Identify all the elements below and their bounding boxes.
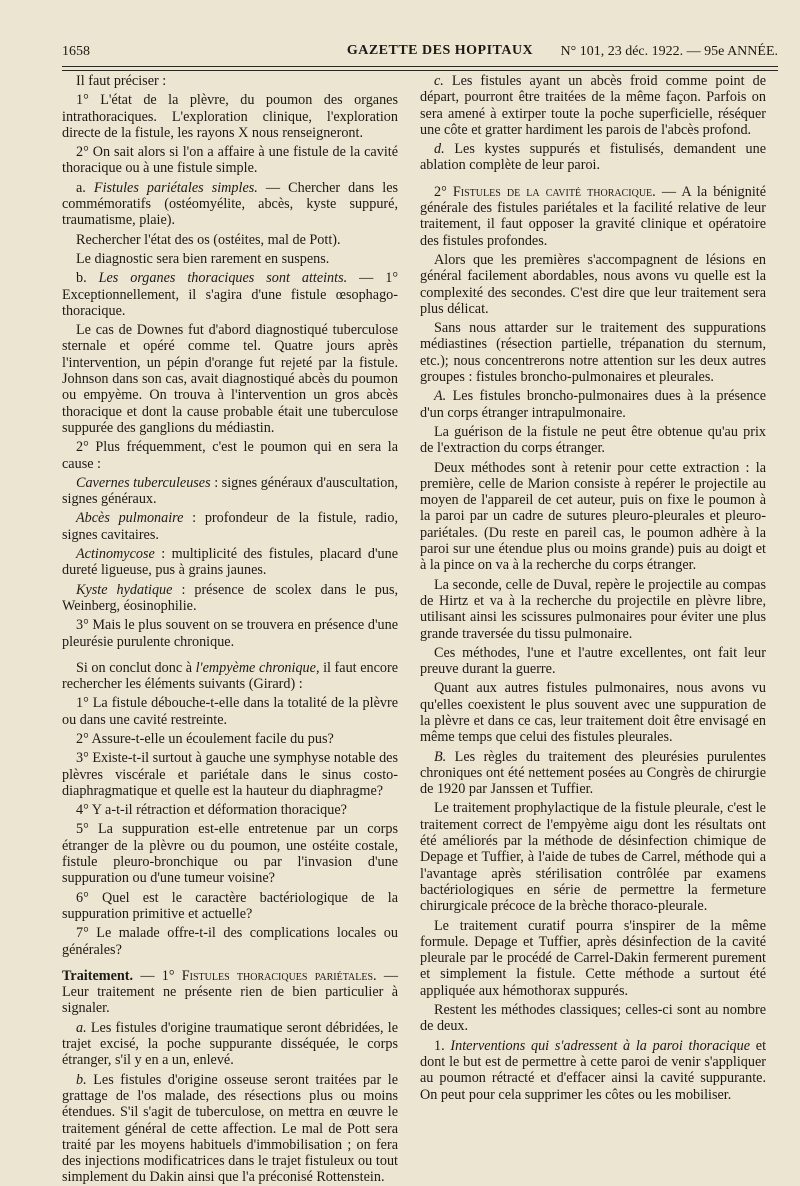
paragraph: 6° Quel est le caractère bactériologique de la suppuration primitive et actuelle? <box>62 889 398 922</box>
paragraph-text: : signes généraux d'auscultation, signes généraux. <box>62 474 398 508</box>
paragraph-text: : profondeur de la fistule, radio, signes cavitaires. <box>62 510 398 543</box>
paragraph-text: — Leur traitement ne présente rien de bien particulier à signaler. <box>62 967 399 1017</box>
paragraph-text: , il faut encore rechercher les éléments suivants (Girard) : <box>62 659 399 693</box>
paragraph <box>62 1072 398 1186</box>
paragraph: La guérison de la fistule ne peut être obtenue qu'au prix de l'extraction du corps étranger. <box>420 423 766 457</box>
term: l'empyème chronique <box>195 659 316 676</box>
paragraph-text: — A la bénignité générale des fistules pariétales et la facilité relative de leur traitement, il faut opposer la gravité clinique et opératoire des fistules profondes. <box>420 183 767 249</box>
paragraph-text: Si on conclut donc à <box>76 659 193 676</box>
page-header <box>62 40 778 64</box>
journal-title: GAZETTE DES HOPITAUX <box>346 43 534 58</box>
paragraph <box>420 1038 766 1103</box>
paragraph-text: Les fistules broncho-pulmonaires dues à la présence d'un corps étranger intrapulmonaire. <box>420 388 767 421</box>
paragraph-text: et dont le but est de permettre à cette paroi de venir s'appliquer au poumon rétracté et d'effacer ainsi la cavité suppurante. On peut pour cela supprimer les côtes ou les mobiliser. <box>420 1037 767 1103</box>
paragraph: La seconde, celle de Duval, repère le projectile au compas de Hirtz et va à la recherche du projectile en plèvre libre, utilisant ainsi les scissures pulmonaires pour éviter une plus grande traversée du tissu pulmonaire. <box>420 576 766 642</box>
paragraph <box>62 660 398 693</box>
paragraph: Sans nous attarder sur le traitement des suppurations médiastines (résection partielle, trépanation du sternum, etc.); nous concentrerons notre attention sur les deux autres groupes : fistules broncho-pulmonaires et pleurales. <box>420 320 766 386</box>
item-label: a. <box>76 179 86 196</box>
paragraph: Deux méthodes sont à retenir pour cette extraction : la première, celle de Marion consiste à repérer le projectile au moyen de l'appareil de cet auteur, puis on fixe le poumon à la paroi par un cadre de sutures pleuro-pleurales et pleuro-pariétales. (Du reste en pareil cas, le poumon adhère à la paroi sur une étendue plus ou moins grande) puis au doigt et à la pince on va à la recherche du corps étranger. <box>420 459 766 574</box>
paragraph: 2° Assure-t-elle un écoulement facile du pus? <box>76 730 334 747</box>
paragraph: 1° L'état de la plèvre, du poumon des organes intrathoraciques. L'exploration clinique, l'exploration directe de la fistule, les rayons X nous renseigneront. <box>62 92 398 141</box>
item-label: b. <box>76 270 87 287</box>
paragraph: Rechercher l'état des os (ostéites, mal de Pott). <box>76 231 341 248</box>
item-label: A. <box>434 388 447 405</box>
term: Kyste hydatique <box>76 581 173 598</box>
paragraph-text: : présence de scolex dans le pus, Weinberg, éosinophilie. <box>62 581 399 614</box>
paragraph <box>420 141 766 174</box>
paragraph-text: Les fistules d'origine osseuse seront traitées par le grattage de l'os malade, des résections plus ou moins étendues. S'il s'agit de tuberculose, on mettra en œuvre le traitement général de cette affection. Le mal de Pott sera traité par les moyens habituels d'immobilisation ; on fera des injections modificatrices dans le trajet fistuleux ou tout simplement du Dakin ainsi que l'a préconisé Rottenstein. <box>62 1071 399 1186</box>
paragraph-text: Les fistules ayant un abcès froid comme point de départ, pourront être traitées de la même façon. Parfois on sera amené à extirper toute la poche superficielle, réséquer une côte et gratter hardiment les parois de l'abcès profond. <box>420 73 767 138</box>
paragraph <box>62 510 398 543</box>
paragraph: Il faut préciser : <box>76 73 167 89</box>
subsection-heading: — 1° Fistules thoraciques pariétales. <box>140 967 377 984</box>
header-rule-thin <box>62 70 778 71</box>
paragraph: Le traitement prophylactique de la fistule pleurale, c'est le traitement correct de l'empyème aigu dont les résultats ont été améliorés par la méthode de désinfection chimique de Depage et Tuffier, à l'aide de tubes de Carrel, méthode qui a l'avantage après stérilisation contrôlée par examens bactériologiques en série de permettre la fermeture chirurgicale précoce de la brèche thoraco-pleurale. <box>420 800 766 915</box>
paragraph: Le diagnostic sera bien rarement en suspens. <box>76 250 330 267</box>
paragraph: Ces méthodes, l'une et l'autre excellentes, ont fait leur preuve durant la guerre. <box>420 644 766 678</box>
paragraph <box>420 184 766 249</box>
paragraph <box>62 180 398 229</box>
paragraph: 5° La suppuration est-elle entretenue par un corps étranger de la plèvre ou du poumon, une ostéite costale, fistule pleuro-bronchique ou par l'invasion d'une suppuration ou d'une tumeur voisine? <box>62 821 398 887</box>
paragraph <box>62 546 398 579</box>
paragraph: 7° Le malade offre-t-il des complications locales ou générales? <box>62 925 398 958</box>
subheading: Interventions qui s'adressent à la paroi thoracique <box>450 1037 751 1054</box>
paragraph <box>420 388 766 421</box>
paragraph: 4° Y a-t-il rétraction et déformation thoracique? <box>76 802 347 819</box>
header-rule <box>62 66 778 67</box>
paragraph-text: Les kystes suppurés et fistulisés, demandent une ablation complète de leur paroi. <box>420 141 766 174</box>
item-label: b. <box>76 1071 87 1088</box>
item-label: a. <box>76 1019 87 1036</box>
paragraph: 3° Existe-t-il surtout à gauche une symphyse notable des plèvres viscérale et pariétale dans le sinus costo-diaphragmatique et quelle est la hauteur du diaphragme? <box>62 750 398 799</box>
paragraph: 2° Plus fréquemment, c'est le poumon qui en sera la cause : <box>62 439 398 472</box>
left-column <box>62 73 399 1186</box>
paragraph: 3° Mais le plus souvent on se trouvera en présence d'une pleurésie purulente chronique. <box>62 617 398 650</box>
paragraph <box>62 968 398 1017</box>
item-label: 1. <box>434 1037 445 1054</box>
paragraph <box>420 749 766 798</box>
paragraph-text: — Chercher dans les commémoratifs (ostéomyélite, abcès, kyste suppuré, traumatisme, plaie). <box>62 179 399 229</box>
item-label: B. <box>434 748 447 765</box>
paragraph-text: Les fistules d'origine traumatique seront débridées, le trajet excisé, la poche suppurante disséquée, le corps étranger, s'il y en a un, enlevé. <box>62 1019 398 1069</box>
paragraph <box>62 270 398 319</box>
subheading: Les organes thoraciques sont atteints. <box>98 270 348 287</box>
paragraph <box>420 73 766 138</box>
paragraph: Quant aux autres fistules pulmonaires, nous avons vu qu'elles coexistent le plus souvent avec une suppuration de la plèvre et dans ce cas, leur traitement doit être envisagé en même temps que celui des fistules pleurales. <box>420 680 766 746</box>
paragraph: Le traitement curatif pourra s'inspirer de la même formule. Depage et Tuffier, après désinfection de la cavité pleurale par le procédé de Carrel-Dakin fermerent purement et simplement la fistule. Cette méthode a surtout été appliquée aux hémothorax suppurés. <box>420 917 766 999</box>
right-column <box>420 73 766 1103</box>
page-number: 1658 <box>62 44 90 59</box>
term: Abcès pulmonaire <box>76 510 184 527</box>
paragraph-text: — 1° Exceptionnellement, il s'agira d'une fistule œsophago-thoracique. <box>62 270 398 319</box>
paragraph-text: : multiplicité des fistules, placard d'une dureté ligueuse, pus à grains jaunes. <box>62 546 398 579</box>
paragraph: 2° On sait alors si l'on a affaire à une fistule de la cavité thoracique ou à une fistule simple. <box>62 144 398 177</box>
section-heading: Traitement. <box>62 967 134 984</box>
paragraph <box>62 582 398 615</box>
subsection-heading: 2° Fistules de la cavité thoracique. <box>434 183 656 200</box>
paragraph <box>62 1020 398 1069</box>
item-label: d. <box>434 141 445 158</box>
paragraph: 1° La fistule débouche-t-elle dans la totalité de la plèvre ou dans une cavité restreinte. <box>62 695 398 728</box>
term: Actinomycose <box>76 546 155 563</box>
paragraph: Alors que les premières s'accompagnent de lésions en général facilement abordables, nous avons vu quelle est la complexité des secondes. C'est dire que leur traitement sera plus délicat. <box>420 251 766 317</box>
subheading: Fistules pariétales simples. <box>93 179 258 196</box>
paragraph <box>62 475 398 508</box>
paragraph: Restent les méthodes classiques; celles-ci sont au nombre de deux. <box>420 1002 766 1035</box>
paragraph: Le cas de Downes fut d'abord diagnostiqué tuberculose sternale et opéré comme tel. Quatre jours après l'intervention, un pépin d'orange fut rejeté par la fistule. Johnson dans son cas, avait diagnostiqué abcès du poumon ou empyème. On trouva à l'intervention un gros abcès thoracique et dont la cause probable était une tuberculose suppurée des ganglions du médiastin. <box>62 322 398 436</box>
term: Cavernes tuberculeuses <box>76 474 211 491</box>
paragraph-text: Les règles du traitement des pleurésies purulentes chroniques ont été nettement posées au Congrès de chirurgie de 1920 par Janssen et Tuffier. <box>420 748 767 798</box>
issue-info: N° 101, 23 déc. 1922. — 95e ANNÉE. <box>560 44 778 59</box>
item-label: c. <box>434 73 444 89</box>
